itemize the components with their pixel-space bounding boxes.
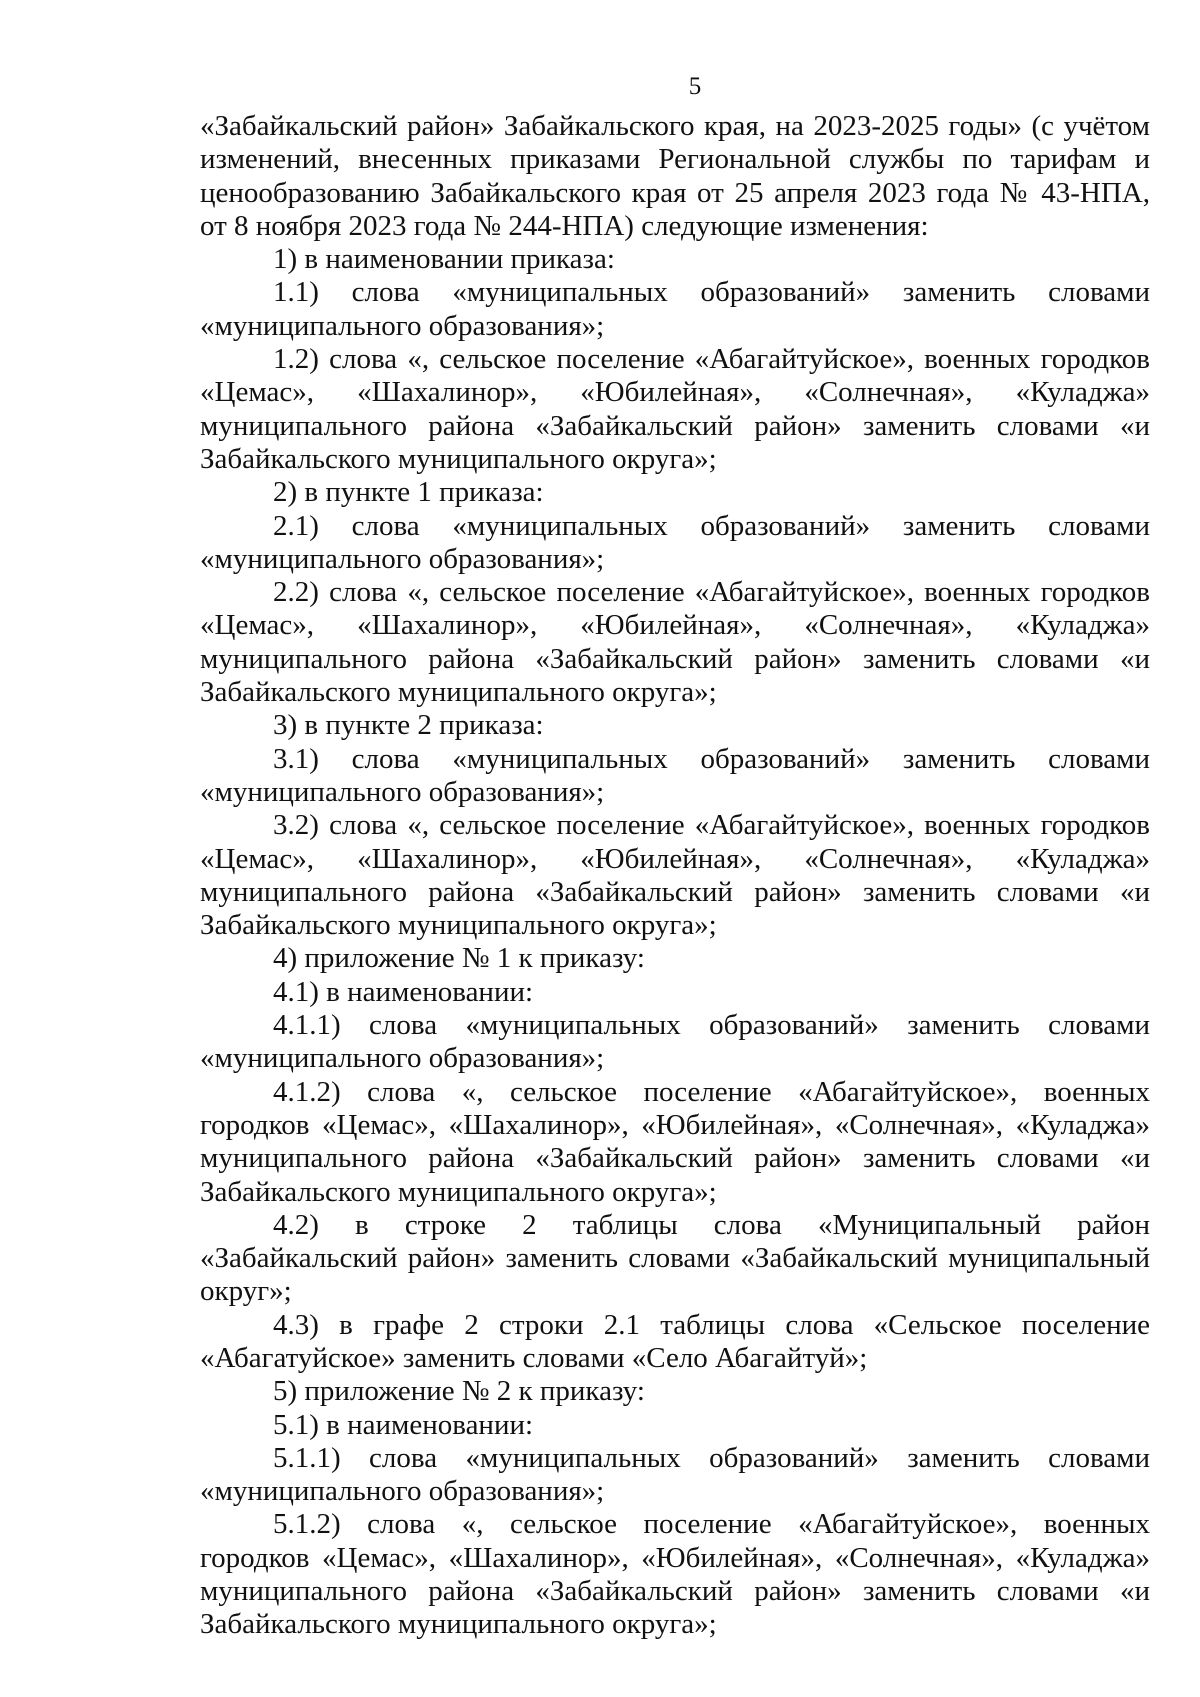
paragraph-5-1: 5.1) в наименовании: — [273, 1408, 534, 1441]
paragraph-4-1: 4.1) в наименовании: — [273, 975, 534, 1008]
paragraph-4: 4) приложение № 1 к приказу: — [273, 942, 645, 975]
paragraph-2: 2) в пункте 1 приказа: — [273, 476, 544, 509]
paragraph-5-1-2: 5.1.2) слова «, сельское поселение «Абагайтуйское», военных городков «Цемас», «Шахалинор», «Юбилейная», «Солнечная», «Куладжа» муниципального района «Забайкальский район» заменить словами «и Забайкальского муниципального округа»; — [200, 1508, 1150, 1641]
paragraph-intro: «Забайкальский район» Забайкальского края, на 2023-2025 годы» (с учётом изменений, внесенных приказами Региональной службы по тарифам и ценообразованию Забайкальского края от 25 апреля 2023 года № 43-НПА, от 8 ноября 2023 года № 244-НПА) следующие изменения: — [200, 110, 1150, 242]
page-number: 5 — [688, 73, 702, 100]
paragraph-4-1-1: 4.1.1) слова «муниципальных образований» заменить словами «муниципального образования»; — [200, 1009, 1150, 1075]
paragraph-2-1: 2.1) слова «муниципальных образований» заменить словами «муниципального образования»; — [200, 509, 1150, 575]
document-body — [200, 110, 1150, 1642]
paragraph-2-2: 2.2) слова «, сельское поселение «Абагайтуйское», военных городков «Цемас», «Шахалинор», «Юбилейная», «Солнечная», «Куладжа» муниципального района «Забайкальский район» заменить словами «и Забайкальского муниципального округа»; — [200, 576, 1150, 709]
paragraph-1: 1) в наименовании приказа: — [273, 243, 615, 276]
paragraph-1-1: 1.1) слова «муниципальных образований» заменить словами «муниципального образования»; — [200, 276, 1150, 342]
paragraph-1-2: 1.2) слова «, сельское поселение «Абагайтуйское», военных городков «Цемас», «Шахалинор», «Юбилейная», «Солнечная», «Куладжа» муниципального района «Забайкальский район» заменить словами «и Забайкальского муниципального округа»; — [200, 343, 1150, 475]
paragraph-3-1: 3.1) слова «муниципальных образований» заменить словами «муниципального образования»; — [200, 742, 1150, 808]
paragraph-3: 3) в пункте 2 приказа: — [273, 709, 544, 742]
paragraph-4-2: 4.2) в строке 2 таблицы слова «Муниципальный район «Забайкальский район» заменить словами «Забайкальский муниципальный округ»; — [200, 1208, 1150, 1308]
paragraph-4-1-2: 4.1.2) слова «, сельское поселение «Абагайтуйское», военных городков «Цемас», «Шахалинор», «Юбилейная», «Солнечная», «Куладжа» муниципального района «Забайкальский район» заменить словами «и Забайкальского муниципального округа»; — [200, 1075, 1150, 1208]
paragraph-5-1-1: 5.1.1) слова «муниципальных образований» заменить словами «муниципального образования»; — [200, 1441, 1150, 1508]
paragraph-5: 5) приложение № 2 к приказу: — [273, 1375, 645, 1408]
paragraph-4-3: 4.3) в графе 2 строки 2.1 таблицы слова «Сельское поселение «Абагатуйское» заменить словами «Село Абагайтуй»; — [200, 1308, 1150, 1374]
paragraph-3-2: 3.2) слова «, сельское поселение «Абагайтуйское», военных городков «Цемас», «Шахалинор», «Юбилейная», «Солнечная», «Куладжа» муниципального района «Забайкальский район» заменить словами «и Забайкальского муниципального округа»; — [200, 809, 1150, 942]
